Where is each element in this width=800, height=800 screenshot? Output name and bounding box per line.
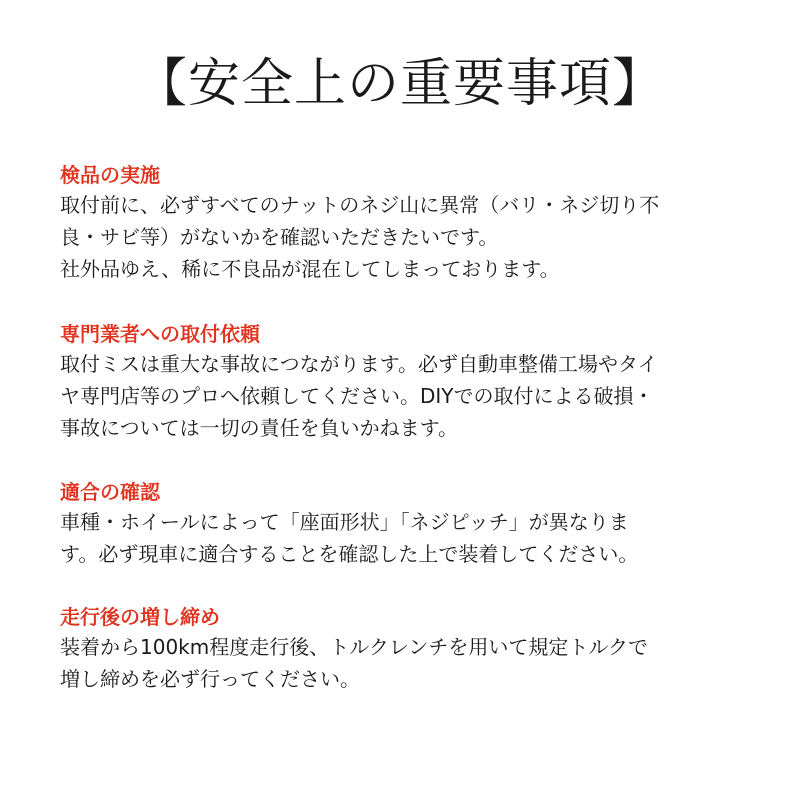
section-body: 装着から100km程度走行後、トルクレンチを用いて規定トルクで 増し締めを必ず行ってください。 [60, 635, 648, 691]
section-heading: 適合の確認 [60, 480, 160, 504]
section-compatibility-check [60, 478, 760, 570]
section-heading: 専門業者への取付依頼 [60, 322, 260, 346]
page-title: 【安全上の重要事項】 [134, 54, 665, 114]
section-body: 車種・ホイールによって「座面形状」「ネジピッチ」が異なりま す。必ず現車に適合することを確認した上で装着してください。 [60, 510, 639, 566]
section-inspection [60, 161, 760, 285]
section-body: 取付前に、必ずすべてのナットのネジ山に異常（バリ・ネジ切り不 良・サビ等）がないかを確認いただきたいです。 社外品ゆえ、稀に不良品が混在してしまっております。 [60, 193, 660, 281]
section-retightening [60, 603, 760, 695]
section-body: 取付ミスは重大な事故につながります。必ず自動車整備工場やタイ ヤ専門店等のプロへ依頼してください。DIYでの取付による破損・ 事故については一切の責任を負いかねます。 [60, 352, 658, 440]
section-professional-installation [60, 320, 760, 444]
section-heading: 検品の実施 [60, 163, 160, 187]
section-heading: 走行後の増し締め [60, 605, 220, 629]
